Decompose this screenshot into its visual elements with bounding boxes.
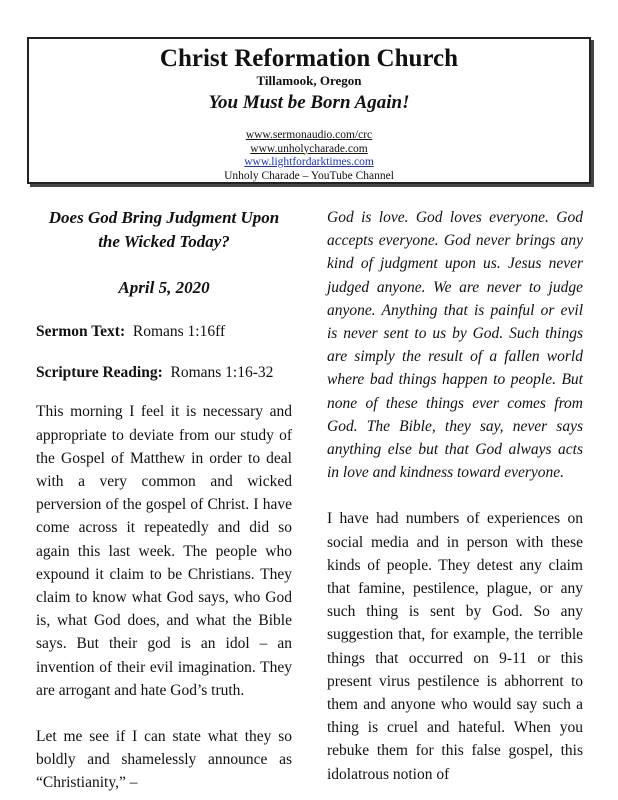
sermon-title: Does God Bring Judgment Upon the Wicked Today? xyxy=(48,208,280,251)
sermon-text-label: Sermon Text: xyxy=(36,323,126,340)
church-motto: You Must be Born Again! xyxy=(208,92,410,113)
right-column xyxy=(327,206,583,786)
sermon-text-line xyxy=(36,320,292,343)
left-column xyxy=(36,206,292,795)
header-links xyxy=(29,129,589,183)
link-unholycharade[interactable]: www.unholycharade.com xyxy=(250,142,368,155)
link-sermonaudio[interactable]: www.sermonaudio.com/crc xyxy=(245,129,373,141)
church-location: Tillamook, Oregon xyxy=(256,73,362,88)
scripture-reading-value: Romans 1:16-32 xyxy=(170,364,274,382)
paragraph-experiences: I have had numbers of experiences on social media and in person with these kinds of people. They detest any claim that famine, pestilence, plague, or any such thing is sent by God. So any suggestion that, for example, the terrible things that occurred on 9-11 or this present virus pestilence is abhorrent to them and anyone who would say such a thing is cruel and hateful. When you rebuke them for this false gospel, this idolatrous notion of xyxy=(327,510,583,783)
church-name: Christ Reformation Church xyxy=(159,45,459,72)
paragraph-quote: God is love. God loves everyone. God accepts everyone. God never brings any kind of judgment upon us. Jesus never judged anyone. We are never to judge anyone. Anything that is painful or evil is never sent to us by God. Such things are simply the result of a fallen world where bad things happen to people. But none of these things ever comes from God. The Bible, they say, never says anything else but that God always acts in love and kindness toward everyone. xyxy=(327,209,583,482)
scripture-reading-label: Scripture Reading: xyxy=(36,364,163,382)
link-lightfordarktimes[interactable]: www.lightfordarktimes.com xyxy=(244,156,374,168)
scripture-reading-line xyxy=(36,361,292,384)
paragraph-intro: This morning I feel it is necessary and appropriate to deviate from our study of the Gospel of Matthew in order to deal with a very common and wicked perversion of the gospel of Christ. I have come across it repeatedly and did so again this last week. The people who expound it claim to be Christians. They claim to know what God says, who God is, what God does, and what the Bible says. But their god is an idol – an invention of their evil imagination. They are arrogant and hate God’s truth. xyxy=(36,403,292,699)
sermon-date: April 5, 2020 xyxy=(118,278,210,297)
sermon-text-value: Romans 1:16ff xyxy=(132,323,226,340)
youtube-channel-text: Unholy Charade – YouTube Channel xyxy=(224,169,394,182)
church-header xyxy=(27,37,591,184)
paragraph-lead-in: Let me see if I can state what they so boldly and shamelessly announce as “Christianity,” – xyxy=(36,728,292,792)
